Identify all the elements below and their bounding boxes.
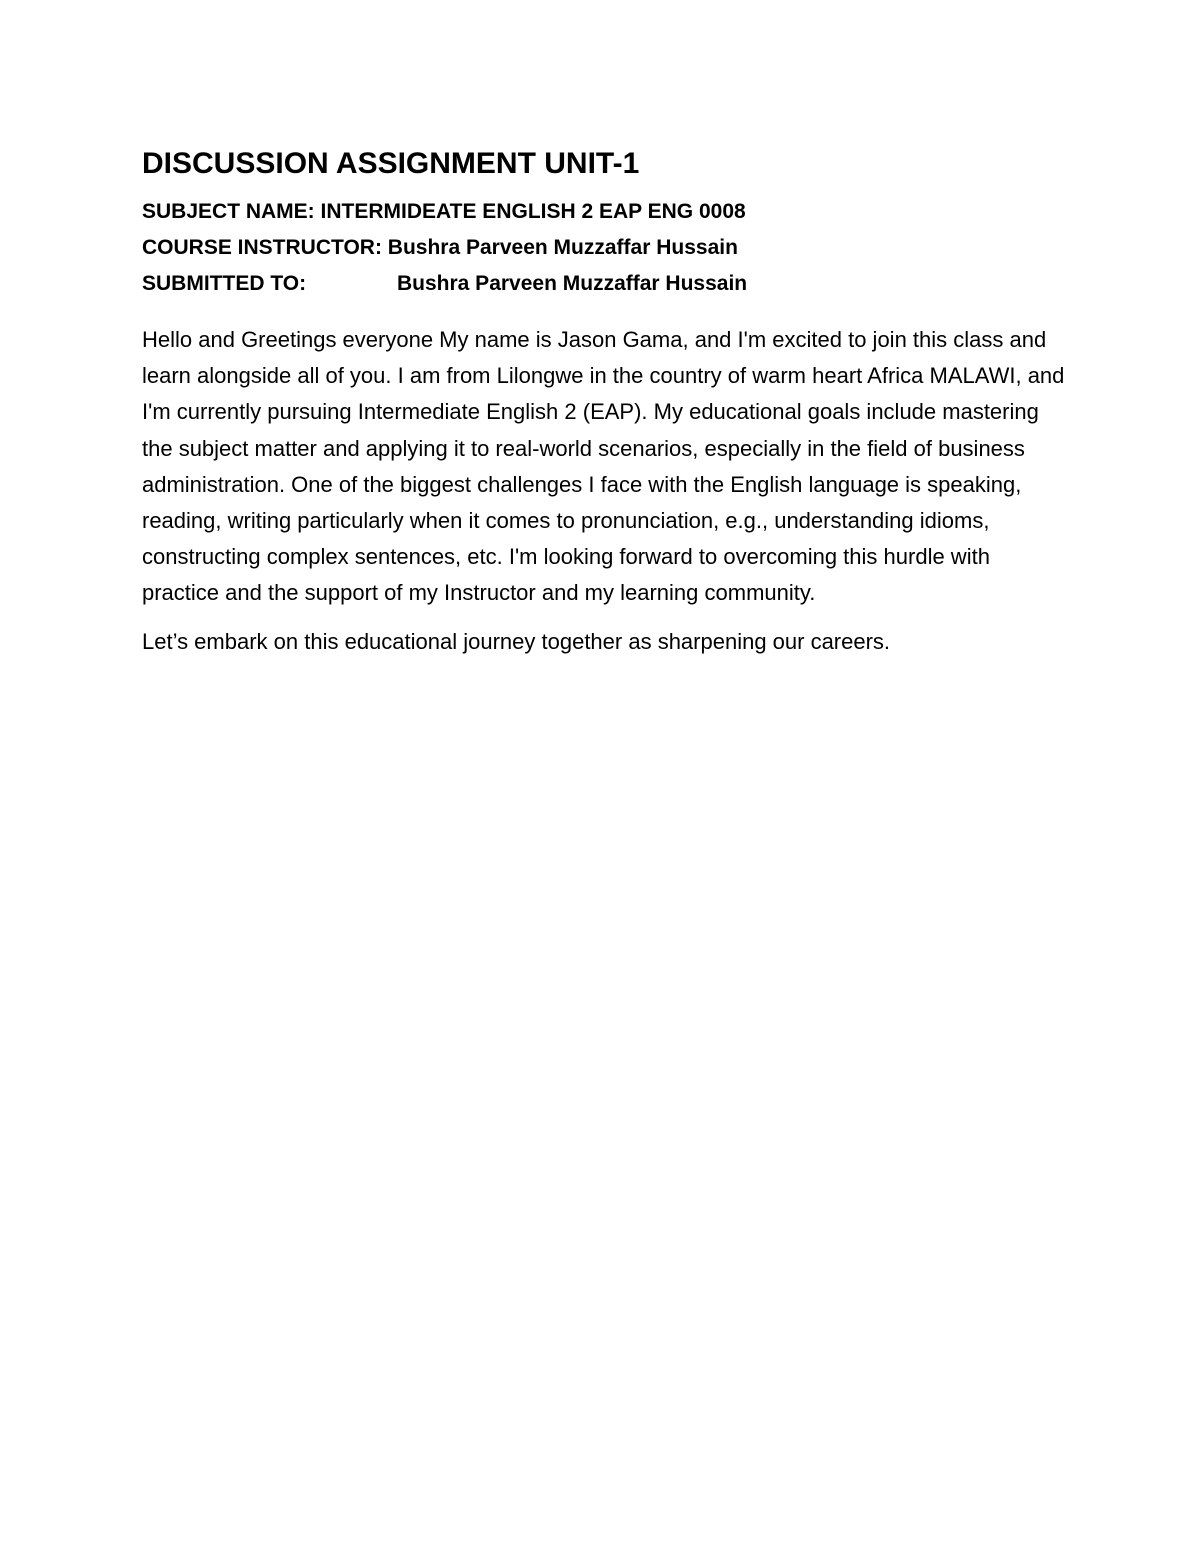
subject-line [142, 194, 1072, 230]
closing-paragraph: Let’s embark on this educational journey together as sharpening our careers. [142, 628, 891, 654]
instructor-value: Bushra Parveen Muzzaffar Hussain [387, 236, 738, 259]
subject-value: INTERMIDEATE ENGLISH 2 EAP ENG 0008 [320, 200, 746, 223]
document-content [142, 146, 1072, 672]
assignment-meta [142, 194, 1072, 302]
introduction-paragraph: Hello and Greetings everyone My name is Jason Gama, and I'm excited to join this class and learn alongside all of you. I am from Lilongwe in the country of warm heart Africa MALAWI, and I'm currently pursuing Intermediate English 2 (EAP). My educational goals include mastering the subject matter and applying it to real-world scenarios, especially in the field of business administration. One of the biggest challenges I face with the English language is speaking, reading, writing particularly when it comes to pronunciation, e.g., understanding idioms, constructing complex sentences, etc. I'm looking forward to overcoming this hurdle with practice and the support of my Instructor and my learning community. [142, 327, 1065, 606]
submitted-to-label: SUBMITTED TO: [142, 272, 307, 295]
instructor-label: COURSE INSTRUCTOR: [142, 236, 382, 259]
submitted-to-line [142, 266, 1072, 302]
submitted-to-value: Bushra Parveen Muzzaffar Hussain [397, 272, 748, 295]
instructor-line [142, 230, 1072, 266]
subject-label: SUBJECT NAME: [142, 200, 315, 223]
document-title: DISCUSSION ASSIGNMENT UNIT-1 [142, 147, 640, 180]
